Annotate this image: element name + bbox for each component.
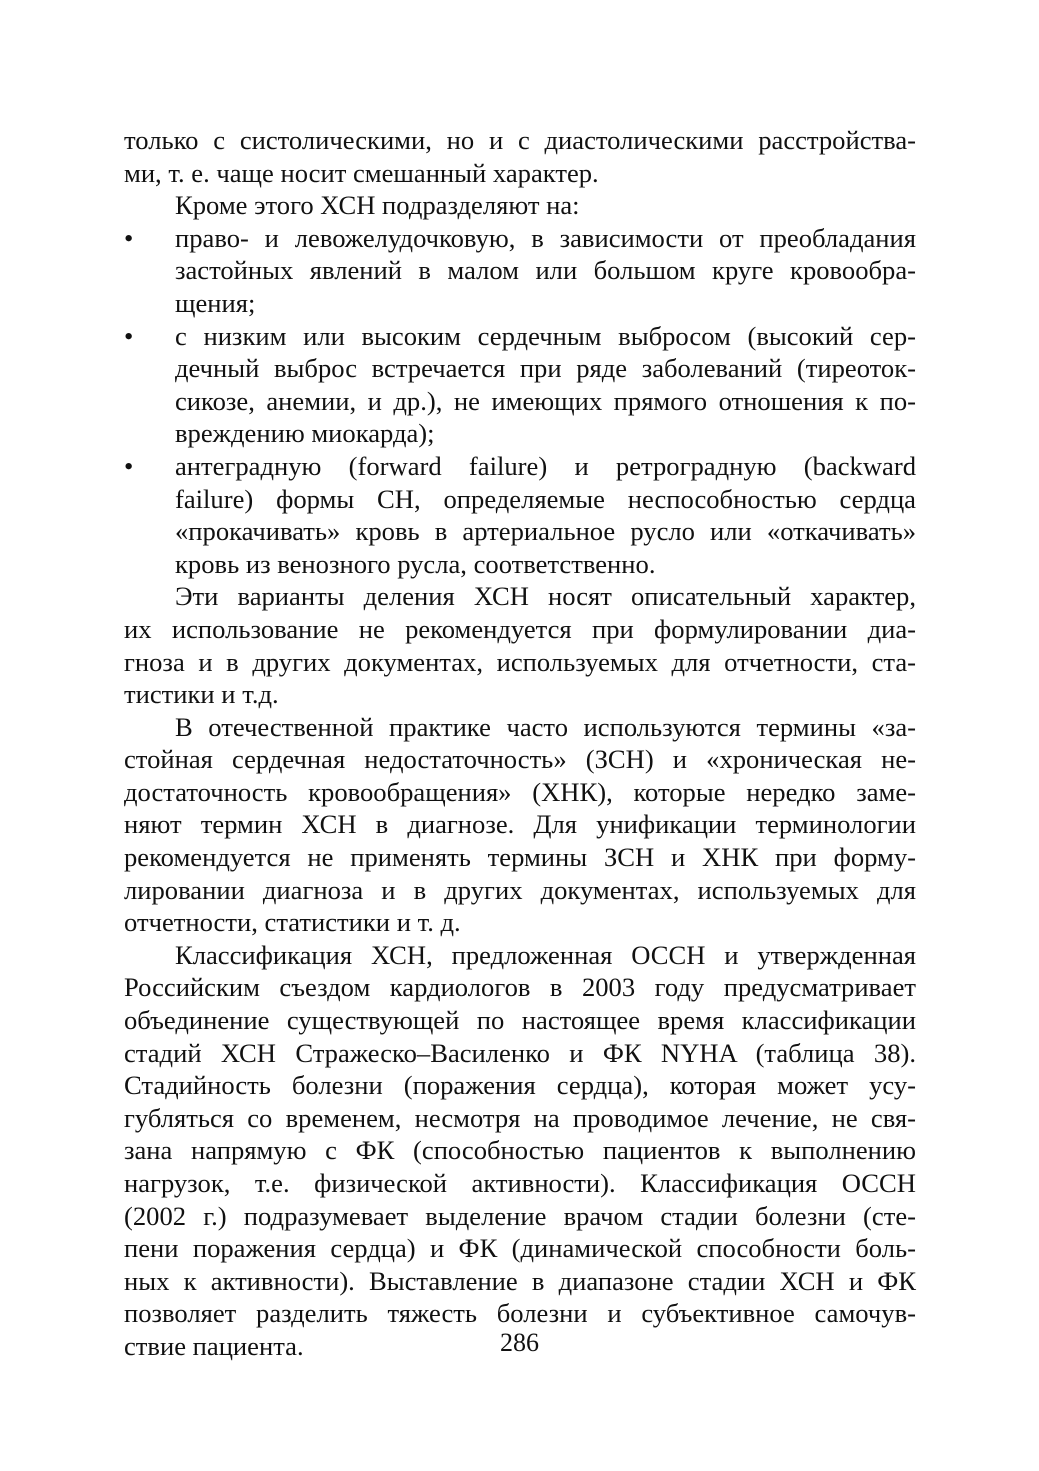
- line-text: Классификация ХСН, предложенная ОССН и утвержденная: [175, 939, 916, 970]
- bullet-marker: •: [124, 450, 134, 481]
- line-text: позволяет разделить тяжесть болезни и субъективное самочув-: [124, 1298, 916, 1329]
- text-line: [124, 189, 916, 222]
- text-line: [124, 776, 916, 809]
- text-line: [124, 1069, 916, 1102]
- list-item-line: [124, 450, 916, 483]
- line-text: отчетности, статистики и т. д.: [124, 907, 461, 938]
- line-text: вреждению миокарда);: [175, 418, 435, 449]
- text-line: [124, 1200, 916, 1233]
- line-text: антеградную (forward failure) и ретроградную (backward: [175, 450, 916, 481]
- line-text: Стадийность болезни (поражения сердца), которая может усу-: [124, 1070, 916, 1101]
- text-line: [124, 711, 916, 744]
- page-number: 286: [500, 1328, 539, 1357]
- line-text: «прокачивать» кровь в артериальное русло или «откачивать»: [175, 516, 916, 547]
- line-text: (2002 г.) подразумевает выделение врачом стадии болезни (сте-: [124, 1200, 916, 1231]
- line-text: только с систолическими, но и с диастолическими расстройства-: [124, 125, 916, 155]
- line-text: кровь из венозного русла, соответственно.: [175, 548, 656, 579]
- line-text: их использование не рекомендуется при формулировании диа-: [124, 613, 916, 644]
- text-line: [124, 678, 916, 711]
- text-line: [124, 548, 916, 581]
- text-line: [124, 743, 916, 776]
- text-line: [124, 157, 916, 190]
- list-item-line: [124, 222, 916, 255]
- text-line: [124, 515, 916, 548]
- line-text: В отечественной практике часто используются термины «за-: [175, 711, 916, 742]
- text-line: [124, 352, 916, 385]
- line-text: тистики и т.д.: [124, 679, 279, 710]
- text-line: [124, 939, 916, 972]
- line-text: право- и левожелудочковую, в зависимости от преобладания: [175, 222, 916, 253]
- text-line: [124, 1297, 916, 1330]
- line-text: failure) формы СН, определяемые неспособностью сердца: [175, 483, 916, 514]
- text-line: [124, 1004, 916, 1037]
- text-line: [124, 906, 916, 939]
- line-text: ствие пациента.: [124, 1330, 304, 1361]
- line-text: ми, т. е. чаще носит смешанный характер.: [124, 157, 599, 188]
- line-text: с низким или высоким сердечным выбросом (высокий сер-: [175, 320, 916, 351]
- text-line: [124, 483, 916, 516]
- text-line: [124, 841, 916, 874]
- bullet-marker: •: [124, 222, 134, 253]
- text-line: [124, 254, 916, 287]
- line-text: стадий ХСН Стражеско–Василенко и ФК NYHA (таблица 38).: [124, 1037, 916, 1068]
- text-line: [124, 1037, 916, 1070]
- text-line: [124, 1134, 916, 1167]
- line-text: губляться со временем, несмотря на проводимое лечение, не свя-: [124, 1102, 916, 1133]
- bullet-marker: •: [124, 320, 134, 351]
- text-line: [124, 385, 916, 418]
- text-line: [124, 808, 916, 841]
- text-line: [124, 580, 916, 613]
- text-line: [124, 874, 916, 907]
- text-line: [124, 1265, 916, 1298]
- line-text: щения;: [175, 287, 256, 318]
- line-text: гноза и в других документах, используемых для отчетности, ста-: [124, 646, 916, 677]
- line-text: Эти варианты деления ХСН носят описательный характер,: [175, 581, 916, 612]
- list-item-line: [124, 320, 916, 353]
- line-text: достаточность кровообращения» (ХНК), которые нередко заме-: [124, 776, 916, 807]
- text-line: [124, 613, 916, 646]
- text-line: [124, 646, 916, 679]
- text-line: [124, 417, 916, 450]
- line-text: нагрузок, т.е. физической активности). Классификация ОССН: [124, 1168, 916, 1198]
- line-text: объединение существующей по настоящее время классификации: [124, 1005, 916, 1036]
- page-body: [124, 124, 916, 1363]
- line-text: няют термин ХСН в диагнозе. Для унификации терминологии: [124, 809, 916, 840]
- text-line: [124, 287, 916, 320]
- line-text: ных к активности). Выставление в диапазоне стадии ХСН и ФК: [124, 1265, 916, 1296]
- line-text: Российским съездом кардиологов в 2003 году предусматривает: [124, 972, 916, 1003]
- text-line: [124, 1102, 916, 1135]
- line-text: лировании диагноза и в других документах, используемых для: [124, 874, 916, 905]
- line-text: стойная сердечная недостаточность» (ЗСН) и «хроническая не-: [124, 744, 916, 775]
- line-text: пени поражения сердца) и ФК (динамической способности боль-: [124, 1233, 916, 1264]
- line-text: Кроме этого ХСН подразделяют на:: [175, 190, 580, 221]
- text-line: [124, 1167, 916, 1200]
- text-line: [124, 1232, 916, 1265]
- text-line: [124, 124, 916, 157]
- line-text: дечный выброс встречается при ряде заболеваний (тиреоток-: [175, 353, 916, 384]
- line-text: застойных явлений в малом или большом круге кровообра-: [175, 255, 916, 286]
- line-text: рекомендуется не применять термины ЗСН и ХНК при форму-: [124, 842, 916, 873]
- line-text: сикозе, анемии, и др.), не имеющих прямого отношения к по-: [175, 385, 916, 416]
- line-text: зана напрямую с ФК (способностью пациентов к выполнению: [124, 1135, 916, 1166]
- text-line: [124, 971, 916, 1004]
